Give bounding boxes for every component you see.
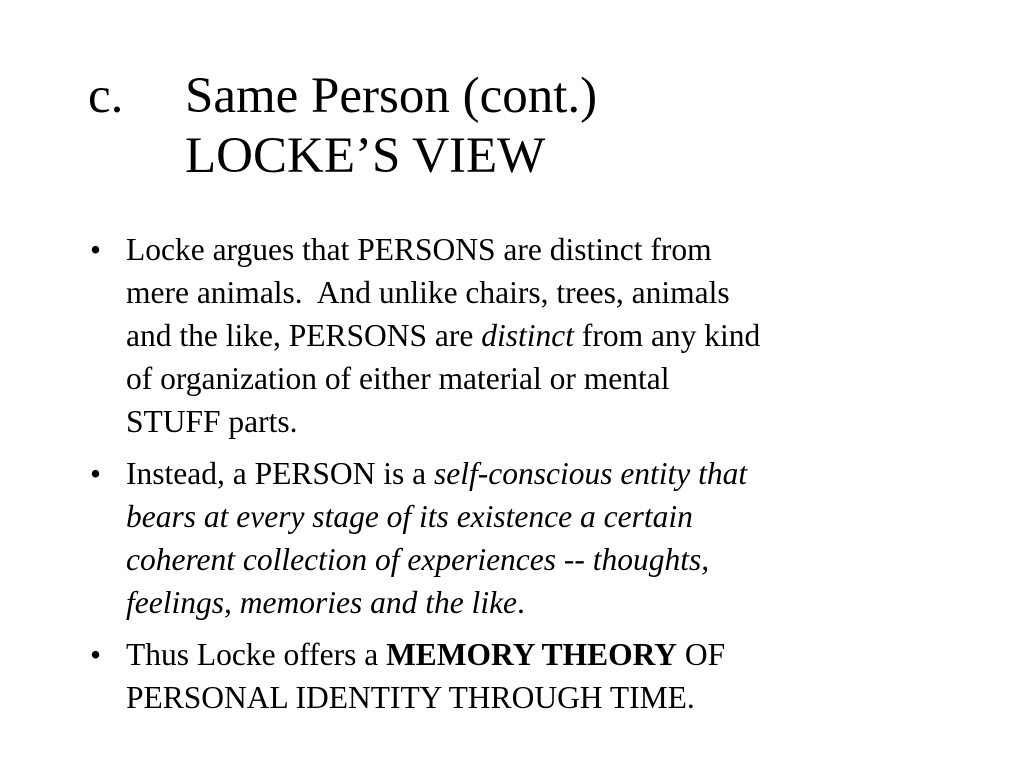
bullet-line <box>126 538 948 581</box>
text-run: Thus Locke offers a <box>126 637 387 672</box>
text-run: STUFF parts. <box>126 404 298 439</box>
bullet-line <box>126 400 948 443</box>
bullet-icon: • <box>90 232 102 267</box>
bullet-line <box>126 357 948 400</box>
text-run: of organization of either material or mental <box>126 361 670 396</box>
bullet-line <box>126 633 948 676</box>
title-line-2: LOCKE’S VIEW <box>185 128 546 184</box>
bullet-line <box>126 676 948 719</box>
italic-text: feelings, memories and the like <box>126 585 518 620</box>
bullet-icon: • <box>90 456 102 491</box>
italic-text: bears at every stage of its existence a certain <box>126 499 693 534</box>
bullet-item-1 <box>88 228 948 443</box>
italic-text: coherent collection of experiences -- thoughts, <box>126 542 710 577</box>
bullet-icon: • <box>90 637 102 672</box>
slide-body <box>88 228 948 728</box>
bullet-line <box>126 271 948 314</box>
italic-text: self-conscious entity that <box>433 456 748 491</box>
text-run: from any kind <box>573 318 761 353</box>
bullet-line <box>126 452 948 495</box>
bullet-line <box>126 314 948 357</box>
text-run: . <box>517 585 525 620</box>
italic-text: distinct <box>481 318 574 353</box>
text-run: OF <box>677 637 726 672</box>
bullet-line <box>126 495 948 538</box>
bullet-item-2 <box>88 452 948 624</box>
bullet-item-3 <box>88 633 948 719</box>
text-run: Instead, a PERSON is a <box>126 456 434 491</box>
title-list-marker: c. <box>88 68 124 124</box>
title-text <box>185 66 597 186</box>
text-run: mere animals. And unlike chairs, trees, animals <box>126 275 730 310</box>
title-line-1: Same Person (cont.) <box>185 68 598 124</box>
text-run: and the like, PERSONS are <box>126 318 482 353</box>
bullet-line <box>126 581 948 624</box>
bold-text: MEMORY THEORY <box>386 637 677 672</box>
bullet-line <box>126 228 948 271</box>
text-run: Locke argues that PERSONS are distinct from <box>126 232 712 267</box>
text-run: PERSONAL IDENTITY THROUGH TIME. <box>126 680 695 715</box>
